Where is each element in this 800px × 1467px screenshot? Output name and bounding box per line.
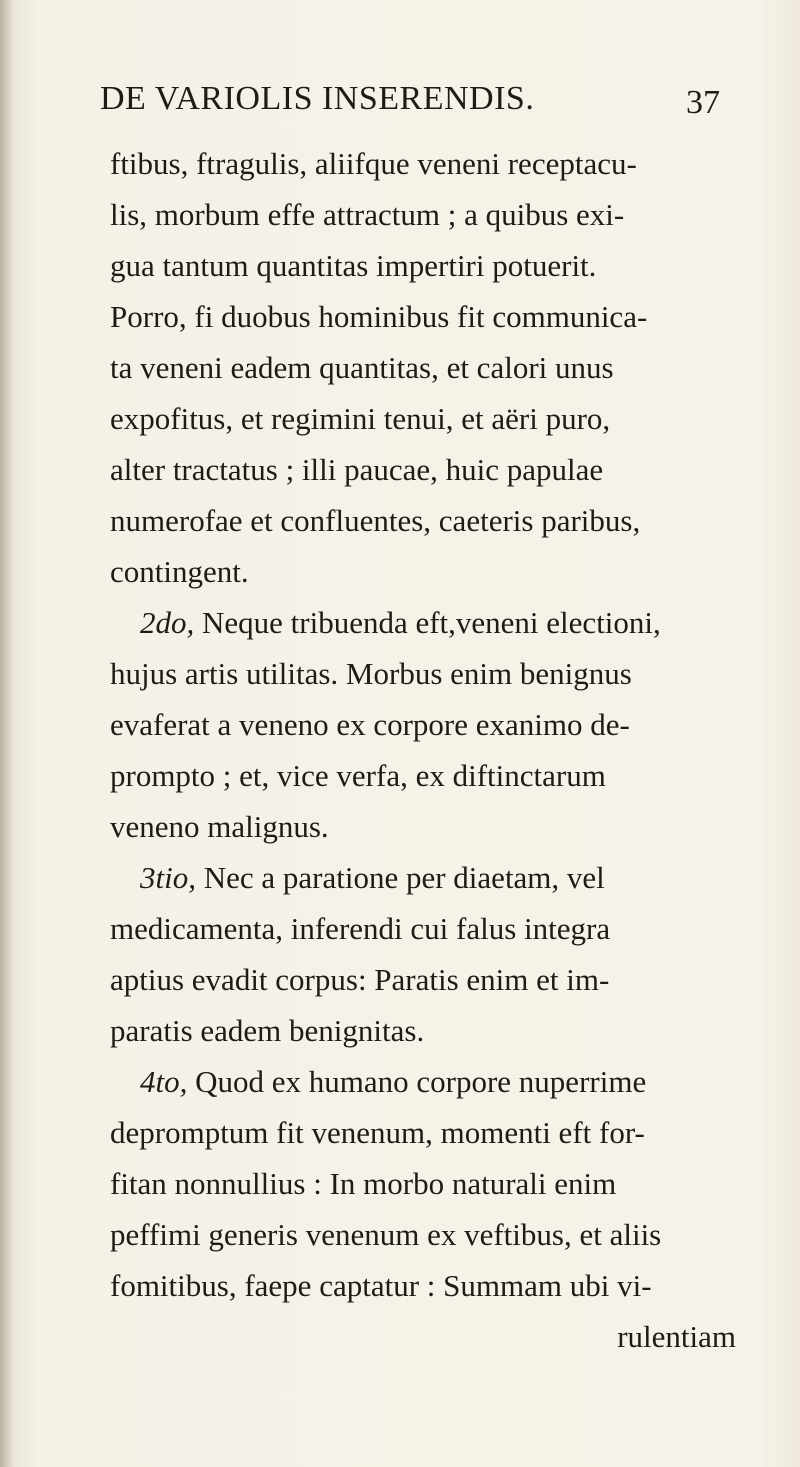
text-line: prompto ; et, vice verfa, ex diftinctarum	[110, 758, 606, 793]
page-number: 37	[686, 84, 720, 121]
text-line: Neque tribuenda eft,veneni electioni,	[194, 605, 661, 640]
text-line: expofitus, et regimini tenui, et aëri puro,	[110, 401, 611, 436]
page-binding-edge	[0, 0, 14, 1467]
text-line: gua tantum quantitas impertiri potuerit.	[110, 248, 597, 283]
catchword: rulentiam	[617, 1319, 736, 1354]
text-line: lis, morbum effe attractum ; a quibus exi-	[110, 197, 625, 232]
text-line: fomitibus, faepe captatur : Summam ubi vi-	[110, 1268, 652, 1303]
text-line: veneno malignus.	[110, 809, 329, 844]
text-line: paratis eadem benignitas.	[110, 1013, 425, 1048]
text-line: Nec a paratione per diaetam, vel	[195, 860, 605, 895]
paragraph-fourth	[110, 1056, 750, 1107]
text-line: depromptum fit venenum, momenti eft for-	[110, 1115, 645, 1150]
text-line: hujus artis utilitas. Morbus enim benignus	[110, 656, 632, 691]
text-line: fitan nonnullius : In morbo naturali enim	[110, 1166, 617, 1201]
text-line: medicamenta, inferendi cui falus integra	[110, 911, 611, 946]
text-line: evaferat a veneno ex corpore exanimo de-	[110, 707, 630, 742]
page-header	[100, 80, 720, 132]
text-line: aptius evadit corpus: Paratis enim et im-	[110, 962, 610, 997]
paragraph-second	[110, 597, 750, 648]
text-line: peffimi generis venenum ex veftibus, et aliis	[110, 1217, 662, 1252]
text-line: ta veneni eadem quantitas, et calori unus	[110, 350, 614, 385]
text-line: alter tractatus ; illi paucae, huic papulae	[110, 452, 604, 487]
body-text	[110, 138, 750, 1362]
ordinal-4to: 4to,	[140, 1064, 188, 1099]
ordinal-2do: 2do,	[140, 605, 195, 640]
text-line: Quod ex humano corpore nuperrime	[187, 1064, 647, 1099]
text-line: numerofae et confluentes, caeteris paribus,	[110, 503, 641, 538]
text-line: ftibus, ftragulis, aliifque veneni receptacu-	[110, 146, 637, 181]
text-line: Porro, fi duobus hominibus fit communica-	[110, 299, 648, 334]
ordinal-3tio: 3tio,	[140, 860, 196, 895]
text-line: contingent.	[110, 554, 249, 589]
paragraph-third	[110, 852, 750, 903]
running-head: DE VARIOLIS INSERENDIS.	[100, 80, 535, 117]
